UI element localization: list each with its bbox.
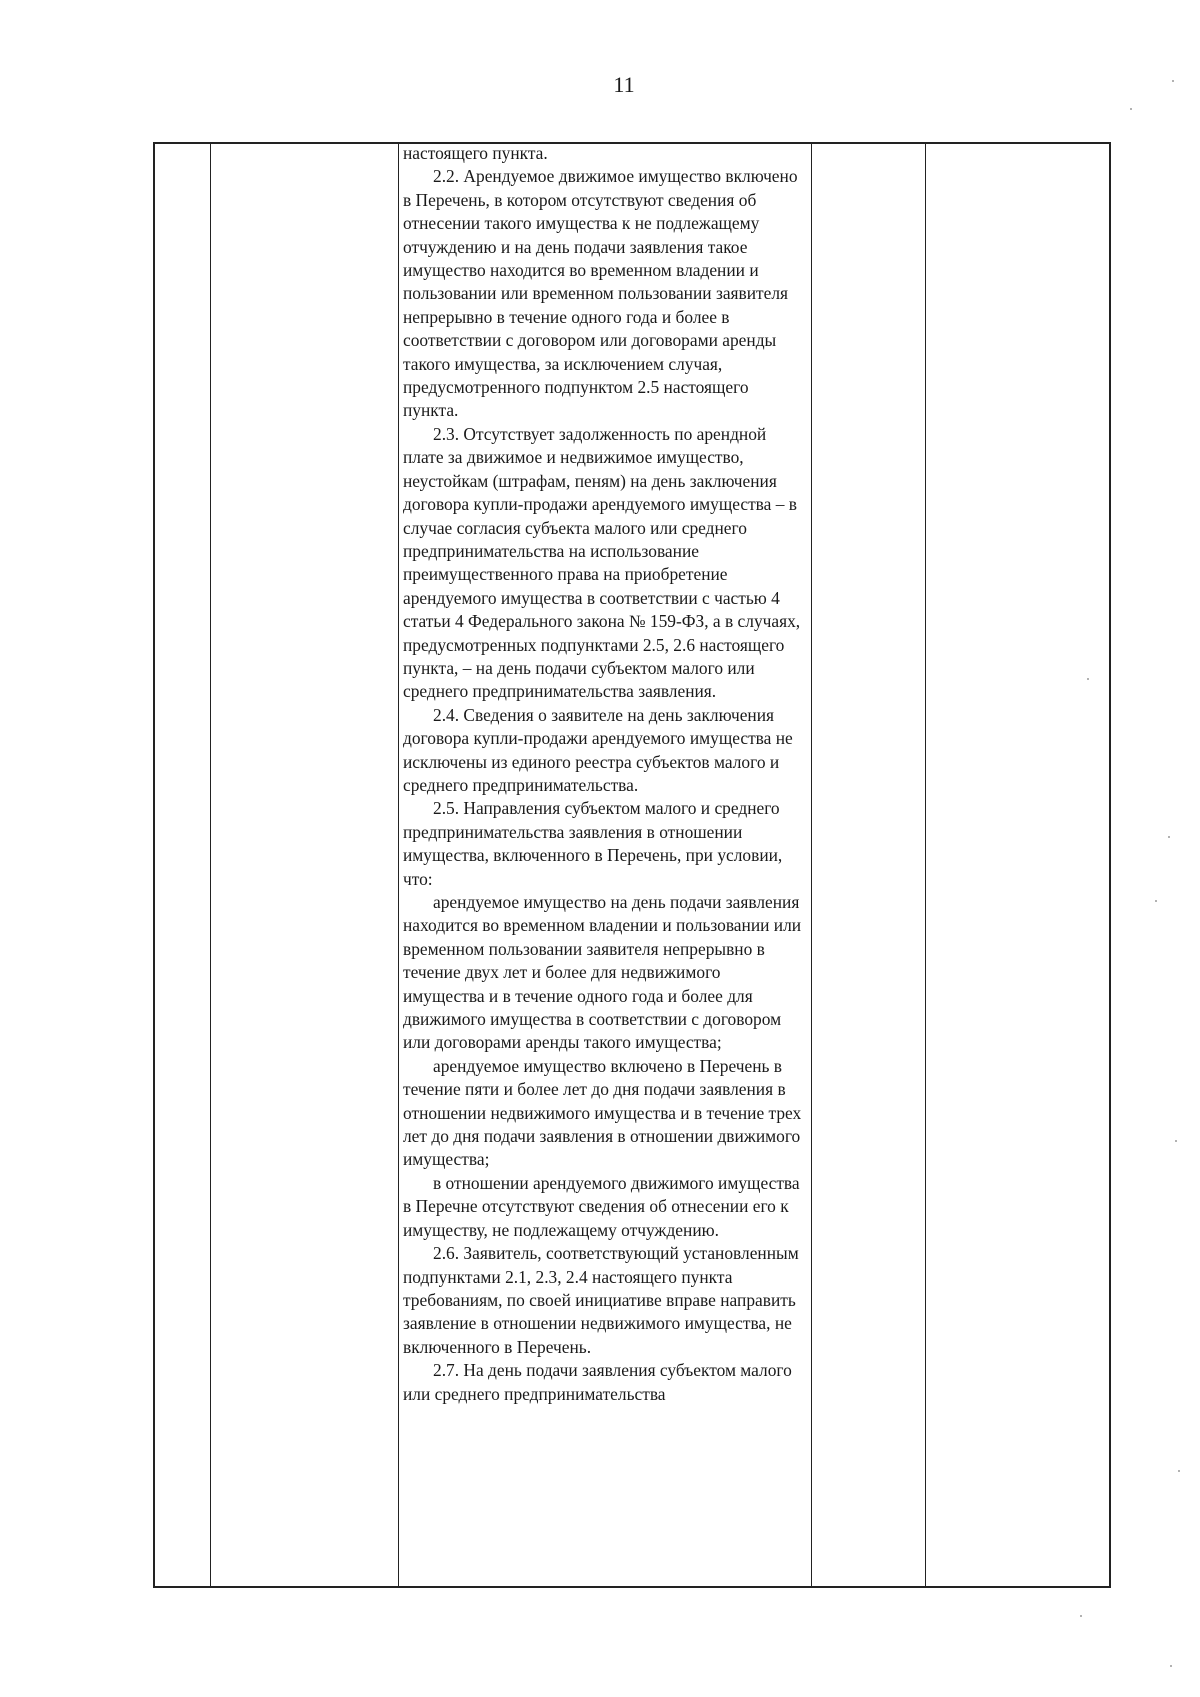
scan-speck xyxy=(1168,836,1170,838)
paragraph-2-7: 2.7. На день подачи заявления субъектом малого или среднего предпринимательства xyxy=(403,1360,792,1404)
column-divider-4 xyxy=(925,144,926,1586)
page-number: 11 xyxy=(613,72,635,97)
paragraph-2-5-condition-1: арендуемое имущество на день подачи заявления находится во временном владении и пользовании или временном пользовании заявителя непрерывно в течение двух лет и более для недвижимого имущества и в течение одного года и более для движимого имущества в соответствии с договором или договорами аренды такого имущества; xyxy=(403,892,802,1053)
column-divider-1 xyxy=(210,144,211,1586)
paragraph-2-5-condition-3: в отношении арендуемого движимого имущества в Перечне отсутствуют сведения об отнесении его к имуществу, не подлежащему отчуждению. xyxy=(403,1172,800,1240)
scan-speck xyxy=(1170,1665,1172,1667)
scan-speck xyxy=(1155,900,1157,902)
scan-speck xyxy=(1172,80,1174,82)
scan-speck xyxy=(1130,108,1132,110)
scan-speck xyxy=(1080,1615,1082,1617)
paragraph-2-3: 2.3. Отсутствует задолженность по арендной плате за движимое и недвижимое имущество, неустойкам (штрафам, пеням) на день заключения договора купли-продажи арендуемого имущества – в случае согласия субъекта малого или среднего предпринимательства на использование преимущественного права на приобретение арендуемого имущества в соответствии с частью 4 статьи 4 Федерального закона № 159-ФЗ, а в случаях, предусмотренных подпунктами 2.5, 2.6 настоящего пункта, – на день подачи субъектом малого или среднего предпринимательства заявления. xyxy=(403,423,801,702)
continuation-text: настоящего пункта. xyxy=(403,143,548,163)
paragraph-2-6: 2.6. Заявитель, соответствующий установленным подпунктами 2.1, 2.3, 2.4 настоящего пункта требованиям, по своей инициативе вправе направить заявление в отношении недвижимого имущества, не включенного в Перечень. xyxy=(403,1243,799,1357)
scan-speck xyxy=(1178,1470,1180,1472)
scan-speck xyxy=(1087,678,1089,680)
paragraph-2-5-condition-2: арендуемое имущество включено в Перечень в течение пяти и более лет до дня подачи заявления в отношении недвижимого имущества и в течение трех лет до дня подачи заявления в отношении движимого имущества; xyxy=(403,1055,802,1170)
paragraph-2-5: 2.5. Направления субъектом малого и среднего предпринимательства заявления в отношении имущества, включенного в Перечень, при условии, что: xyxy=(403,798,783,889)
table-cell-conditions xyxy=(398,142,810,1588)
paragraph-2-4: 2.4. Сведения о заявителе на день заключения договора купли-продажи арендуемого имущества не исключены из единого реестра субъектов малого и среднего предпринимательства. xyxy=(403,704,793,795)
scan-speck xyxy=(1175,1140,1177,1142)
paragraph-2-2: 2.2. Арендуемое движимое имущество включено в Перечень, в котором отсутствуют сведения об отнесении такого имущества к не подлежащему отчуждению и на день подачи заявления такое имущество находится во временном владении и пользовании или временном пользовании заявителя непрерывно в течение одного года и более в соответствии с договором или договорами аренды такого имущества, за исключением случая, предусмотренного подпунктом 2.5 настоящего пункта. xyxy=(403,166,798,421)
column-divider-3 xyxy=(811,144,812,1586)
